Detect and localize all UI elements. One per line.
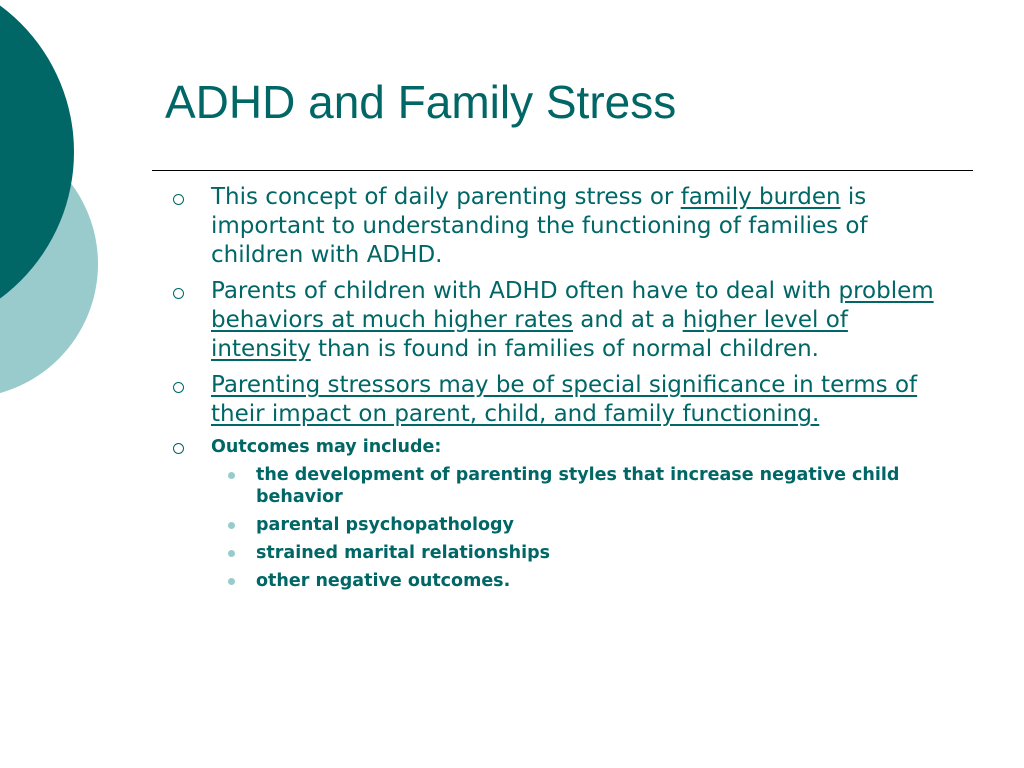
outcomes-sublist — [211, 464, 950, 592]
underlined-term-intensity: higher level of intensity — [211, 307, 848, 362]
bullet-text: Parents of children with ADHD often have to deal with — [211, 278, 839, 304]
bullet-list — [170, 183, 950, 598]
sub-item — [211, 464, 950, 508]
sub-item — [211, 570, 950, 592]
dot-bullet-icon — [228, 522, 235, 529]
title-divider — [152, 170, 973, 171]
outcomes-heading: Outcomes may include: — [211, 437, 442, 457]
dot-bullet-icon — [228, 550, 235, 557]
sub-item-text: strained marital relationships — [256, 543, 551, 563]
bullet-item-outcomes — [170, 436, 950, 592]
bullet-text: is important to understanding the functioning of families of children with ADHD. — [211, 184, 868, 268]
ring-bullet-icon — [173, 443, 184, 454]
ring-bullet-icon — [173, 382, 184, 393]
bullet-text: and at a — [572, 307, 683, 333]
dot-bullet-icon — [228, 472, 235, 479]
dot-bullet-icon — [228, 578, 235, 585]
sub-item-text: parental psychopathology — [256, 515, 514, 535]
bullet-item-problem-behaviors — [170, 277, 950, 364]
ring-bullet-icon — [173, 288, 184, 299]
sub-item — [211, 514, 950, 536]
ring-bullet-icon — [173, 194, 184, 205]
sub-item-text: the development of parenting styles that increase negative child behavior — [256, 465, 900, 507]
underlined-statement-stressors: Parenting stressors may be of special significance in terms of their impact on parent, child, and family functioning. — [211, 372, 918, 427]
sub-item-text: other negative outcomes. — [256, 571, 511, 591]
bullet-text: This concept of daily parenting stress or — [211, 184, 681, 210]
bullet-text: than is found in families of normal children. — [310, 336, 819, 362]
bullet-item-parenting-stressors — [170, 371, 950, 429]
underlined-term-higher-rates: problem behaviors at much higher rates — [211, 278, 934, 333]
bullet-item-family-burden — [170, 183, 950, 270]
sub-item — [211, 542, 950, 564]
slide-title: ADHD and Family Stress — [165, 76, 677, 128]
underlined-term-family-burden: family burden — [680, 184, 841, 210]
